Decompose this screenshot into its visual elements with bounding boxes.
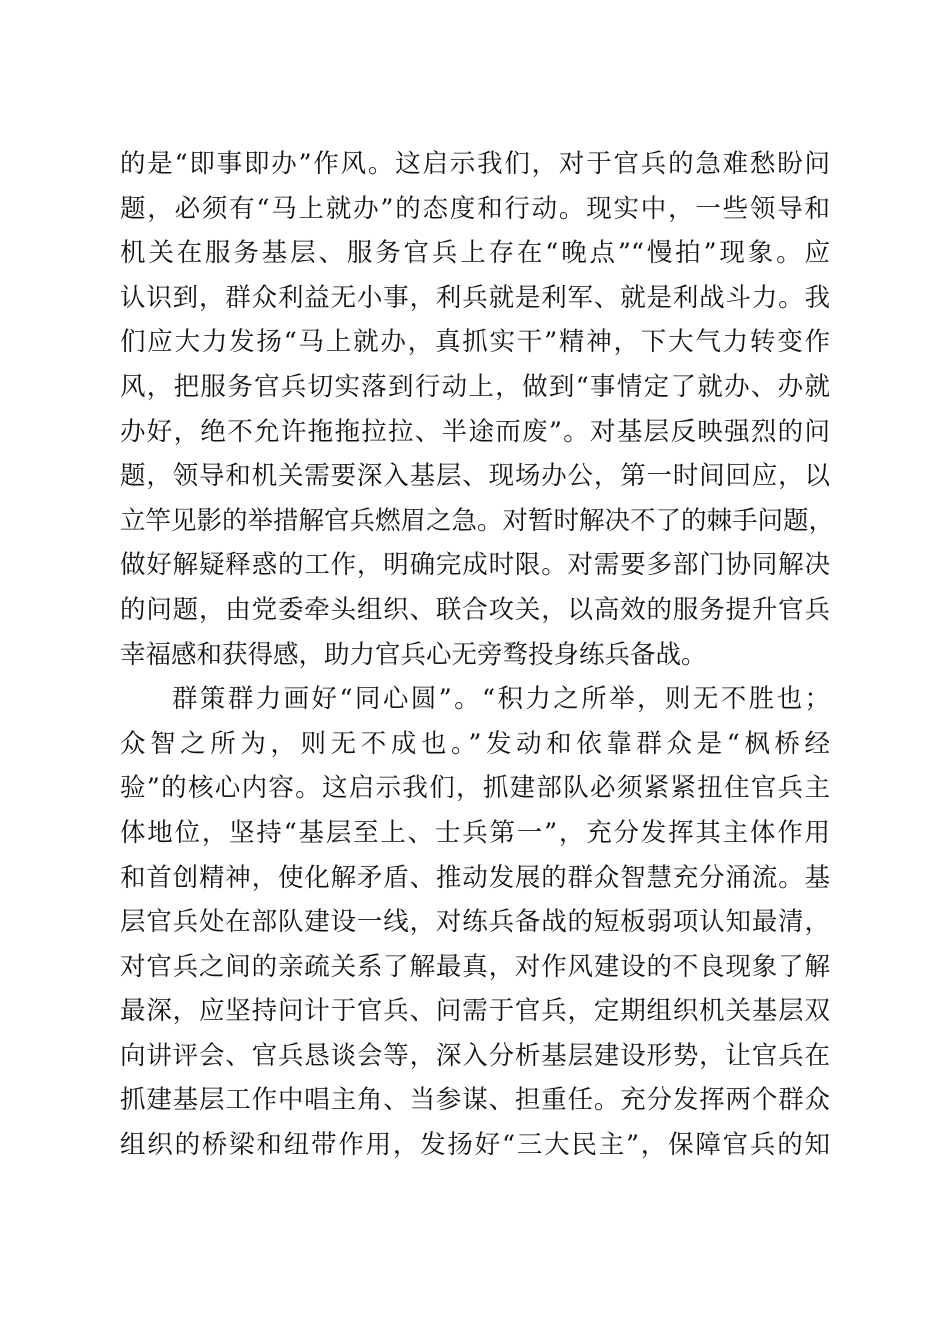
text-line: 抓建基层工作中唱主角、当参谋、担重任。充分发挥两个群众 — [120, 1085, 830, 1116]
body-text — [120, 142, 835, 1168]
text-line: 做好解疑释惑的工作，明确完成时限。对需要多部门协同解决 — [120, 550, 830, 581]
text-line: 体地位，坚持“基层至上、士兵第一”，充分发挥其主体作用 — [120, 817, 830, 848]
text-line: 的问题，由党委牵头组织、联合攻关，以高效的服务提升官兵 — [120, 594, 830, 625]
text-line: 众智之所为，则无不成也。”发动和依靠群众是“枫桥经 — [120, 728, 830, 759]
paragraph-1 — [120, 142, 835, 677]
paragraph-2 — [120, 677, 830, 1168]
text-line: 幸福感和获得感，助力官兵心无旁骛投身练兵备战。 — [120, 639, 707, 670]
text-line: 风，把服务官兵切实落到行动上，做到“事情定了就办、办就 — [120, 371, 830, 402]
text-line: 和首创精神，使化解矛盾、推动发展的群众智慧充分涌流。基 — [120, 862, 830, 893]
text-line: 立竿见影的举措解官兵燃眉之急。对暂时解决不了的棘手问题， — [120, 505, 835, 536]
text-line: 最深，应坚持问计于官兵、问需于官兵，定期组织机关基层双 — [120, 996, 830, 1027]
text-line: 题，领导和机关需要深入基层、现场办公，第一时间回应，以 — [120, 461, 830, 492]
text-line: 层官兵处在部队建设一线，对练兵备战的短板弱项认知最清， — [120, 907, 830, 938]
text-line: 机关在服务基层、服务官兵上存在“晚点”“慢拍”现象。应 — [120, 238, 830, 269]
text-line: 向讲评会、官兵恳谈会等，深入分析基层建设形势，让官兵在 — [120, 1040, 830, 1071]
text-line: 题，必须有“马上就办”的态度和行动。现实中，一些领导和 — [120, 193, 830, 224]
text-line: 认识到，群众利益无小事，利兵就是利军、就是利战斗力。我 — [120, 282, 830, 313]
text-line: 组织的桥梁和纽带作用，发扬好“三大民主”，保障官兵的知 — [120, 1130, 830, 1161]
text-line: 的是“即事即办”作风。这启示我们，对于官兵的急难愁盼问 — [120, 149, 830, 179]
text-line: 群策群力画好“同心圆”。“积力之所举，则无不胜也； — [172, 684, 830, 715]
text-line: 对官兵之间的亲疏关系了解最真，对作风建设的不良现象了解 — [120, 951, 830, 982]
text-line: 办好，绝不允许拖拖拉拉、半途而废”。对基层反映强烈的问 — [120, 416, 830, 447]
text-line: 验”的核心内容。这启示我们，抓建部队必须紧紧扭住官兵主 — [120, 773, 830, 804]
text-line: 们应大力发扬“马上就办，真抓实干”精神，下大气力转变作 — [120, 327, 830, 358]
